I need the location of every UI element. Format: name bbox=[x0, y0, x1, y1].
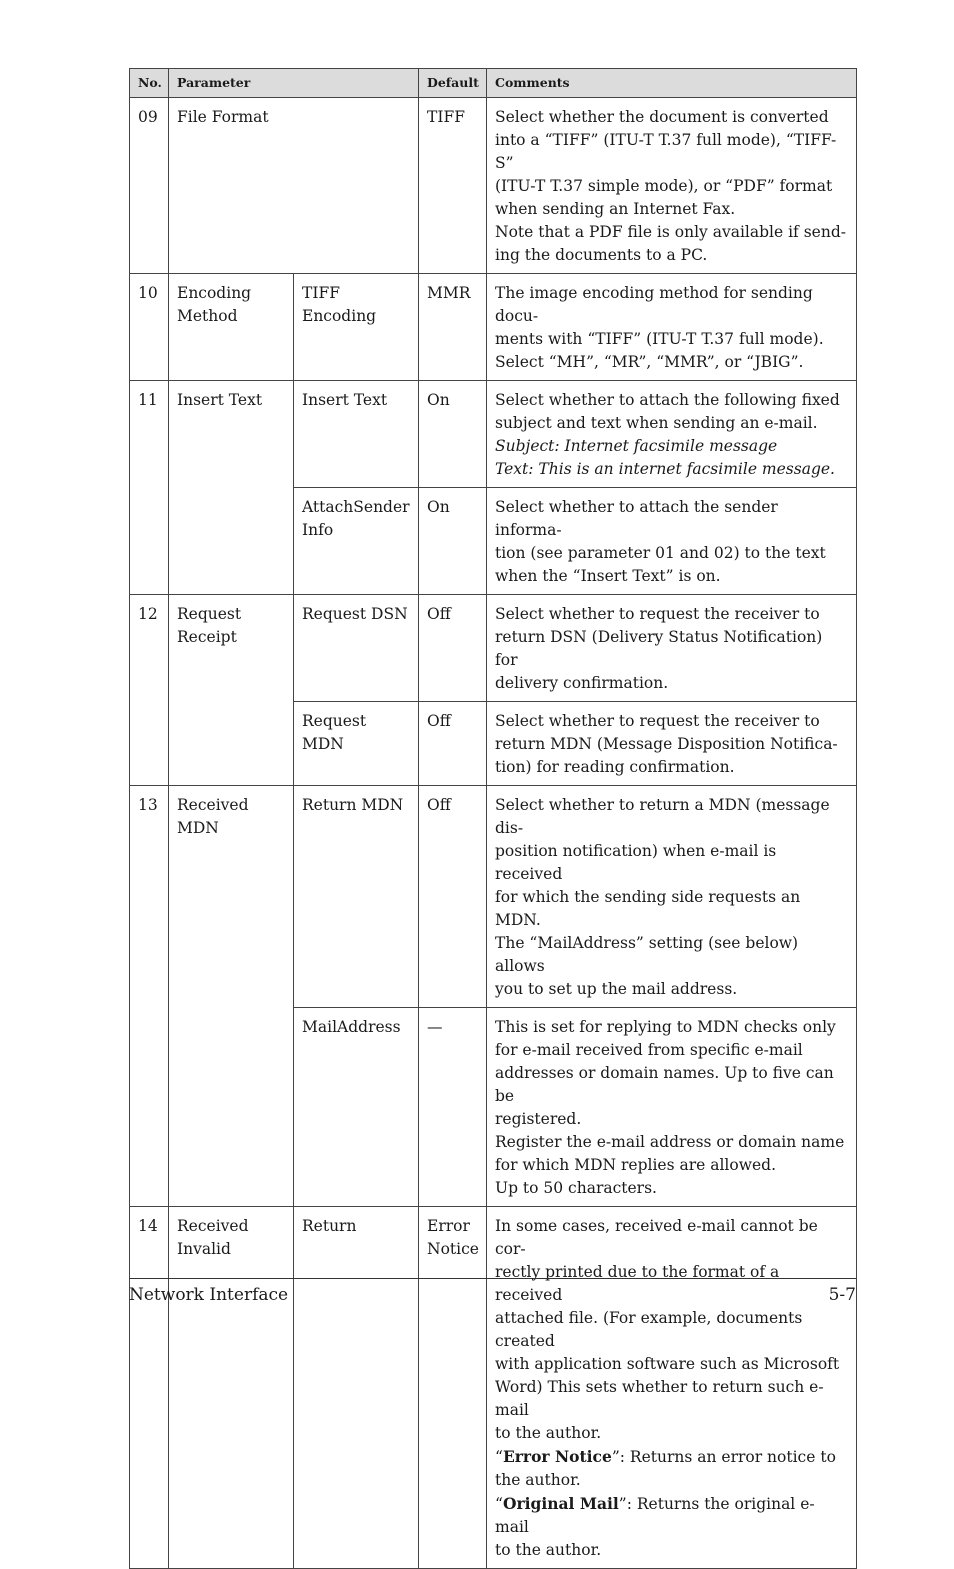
sub-parameter-name: Request MDN bbox=[294, 702, 419, 786]
comment-cell: This is set for replying to MDN checks only for e-mail received from specific e-mail addresses or domain names. Up to five can be registered. Register the e-mail address or domain name for which MDN replies are allowed. Up to 50 characters. bbox=[487, 1008, 857, 1207]
option-error-notice: “Error Notice”: Returns an error notice to bbox=[495, 1447, 836, 1466]
table-row bbox=[130, 98, 857, 274]
header-no: No. bbox=[130, 69, 169, 98]
row-number: 09 bbox=[130, 98, 169, 274]
row-number: 11 bbox=[130, 381, 169, 595]
table-header-row bbox=[130, 69, 857, 98]
comment-cell: Select whether the document is converted into a “TIFF” (ITU-T T.37 full mode), “TIFF-S” (ITU-T T.37 simple mode), or “PDF” format when sending an Internet Fax. Note that a PDF file is only available if send- ing the documents to a PC. bbox=[487, 98, 857, 274]
sub-parameter-name: Request DSN bbox=[294, 595, 419, 702]
option-original-mail: “Original Mail”: Returns the original e-mail bbox=[495, 1494, 815, 1536]
parameter-name: File Format bbox=[169, 98, 419, 274]
comment-cell: Select whether to attach the sender informa- tion (see parameter 01 and 02) to the text when the “Insert Text” is on. bbox=[487, 488, 857, 595]
default-value: On bbox=[419, 381, 487, 488]
page-footer bbox=[129, 1278, 856, 1305]
sub-parameter-name: AttachSender Info bbox=[294, 488, 419, 595]
header-parameter: Parameter bbox=[169, 69, 419, 98]
sub-parameter-name: Return bbox=[294, 1207, 419, 1569]
default-value: On bbox=[419, 488, 487, 595]
parameter-table bbox=[129, 68, 857, 1569]
comment-cell: Select whether to request the receiver to return DSN (Delivery Status Notification) for delivery confirmation. bbox=[487, 595, 857, 702]
table-row bbox=[130, 1207, 857, 1569]
default-value: Error Notice bbox=[419, 1207, 487, 1569]
comment-cell: Select whether to return a MDN (message dis- position notification) when e-mail is received for which the sending side requests an MDN. The “MailAddress” setting (see below) allows you to set up the mail address. bbox=[487, 786, 857, 1008]
parameter-name: Request Receipt bbox=[169, 595, 294, 786]
page-number: 5-7 bbox=[828, 1285, 856, 1305]
sub-parameter-name: MailAddress bbox=[294, 1008, 419, 1207]
default-value: Off bbox=[419, 786, 487, 1008]
row-number: 14 bbox=[130, 1207, 169, 1569]
default-value: MMR bbox=[419, 274, 487, 381]
row-number: 10 bbox=[130, 274, 169, 381]
table-row bbox=[130, 595, 857, 702]
comment-cell: In some cases, received e-mail cannot be cor- rectly printed due to the format of a received attached file. (For example, documents created with application software such as Microsoft Word) This sets whether to return such e-mail to the author. “Error Notice”: Returns an error notice to the author. “Original Mail”: Returns the original e-mail to the author. bbox=[487, 1207, 857, 1569]
table-row bbox=[130, 274, 857, 381]
parameter-name: Insert Text bbox=[169, 381, 294, 595]
comment-cell: Select whether to request the receiver to return MDN (Message Disposition Notifica- tion) for reading confirmation. bbox=[487, 702, 857, 786]
default-value: Off bbox=[419, 595, 487, 702]
parameter-name: Received MDN bbox=[169, 786, 294, 1207]
row-number: 12 bbox=[130, 595, 169, 786]
footer-section-title: Network Interface bbox=[129, 1285, 289, 1305]
comment-cell: The image encoding method for sending docu- ments with “TIFF” (ITU-T T.37 full mode). Select “MH”, “MR”, “MMR”, or “JBIG”. bbox=[487, 274, 857, 381]
parameter-name: Encoding Method bbox=[169, 274, 294, 381]
parameter-name: Received Invalid bbox=[169, 1207, 294, 1569]
default-value: Off bbox=[419, 702, 487, 786]
sub-parameter-name: TIFF Encoding bbox=[294, 274, 419, 381]
comment-cell: Select whether to attach the following fixed subject and text when sending an e-mail. Subject: Internet facsimile message Text: This is an internet facsimile message. bbox=[487, 381, 857, 488]
header-comments: Comments bbox=[487, 69, 857, 98]
row-number: 13 bbox=[130, 786, 169, 1207]
table-row bbox=[130, 381, 857, 488]
header-default: Default bbox=[419, 69, 487, 98]
default-value: TIFF bbox=[419, 98, 487, 274]
sub-parameter-name: Return MDN bbox=[294, 786, 419, 1008]
default-value: — bbox=[419, 1008, 487, 1207]
sub-parameter-name: Insert Text bbox=[294, 381, 419, 488]
table-row bbox=[130, 786, 857, 1008]
